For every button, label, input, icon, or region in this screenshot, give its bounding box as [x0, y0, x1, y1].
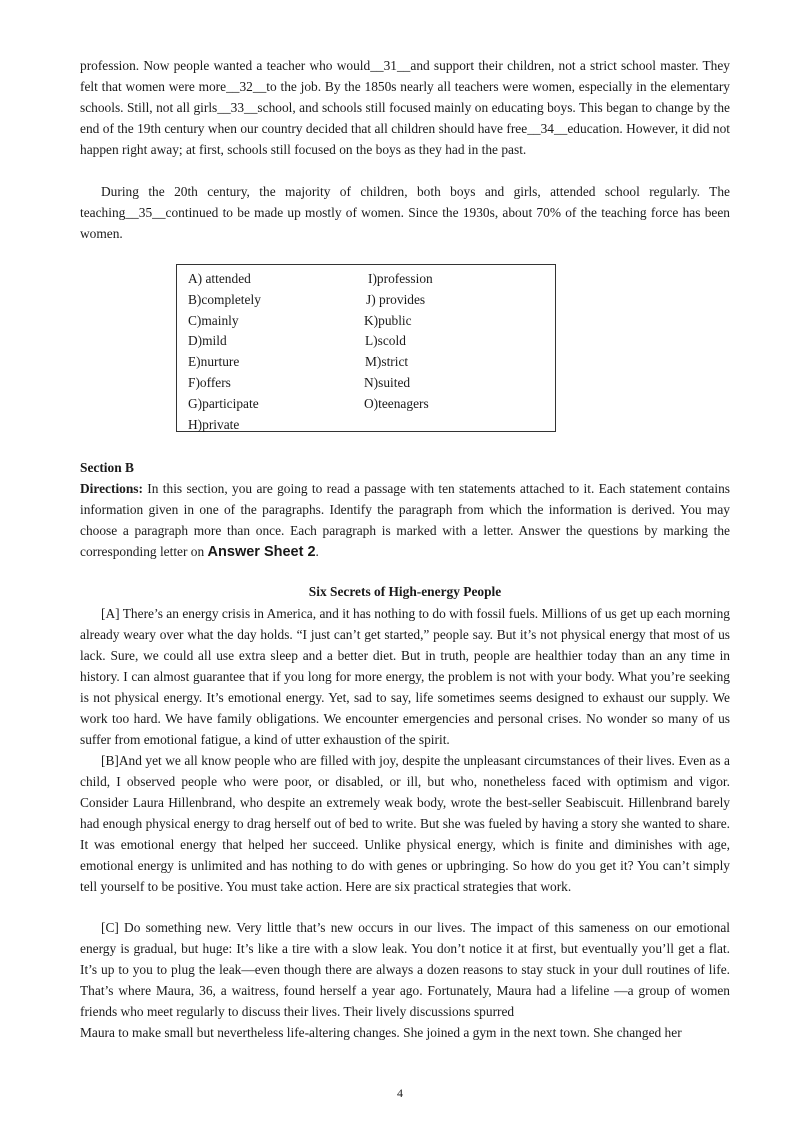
- paragraph-letter-a: [A]: [101, 606, 120, 621]
- passage-paragraph-2: During the 20th century, the majority of children, both boys and girls, attended school regularly. The teaching__35__continued to be made up mostly of women. Since the 1930s, about 70% of the teaching force has been women.: [80, 184, 730, 241]
- article-paragraph-b: [80, 750, 730, 897]
- word-option: D)mild: [188, 333, 227, 349]
- directions-paragraph: [80, 478, 730, 563]
- paragraph-c-text: Do something new. Very little that’s new occurs in our lives. The impact of this sameness on our emotional energy is gradual, but huge: It’s like a tire with a slow leak. You don’t notice it at first, but eventually you’ll get a flat. It’s up to you to plug the leak—even though there are always a dozen reasons to stay stuck in your dull routines of life. That’s where Maura, 36, a waitress, found herself a year ago. Fortunately, Maura had a lifeline —a group of women friends who meet regularly to discuss their lives. Their lively discussions spurred: [80, 920, 730, 1019]
- word-bank-right-column: [364, 269, 433, 415]
- directions-text: In this section, you are going to read a passage with ten statements attached to it. Each statement contains information given in one of the paragraphs. Identify the paragraph from which the information is derived. You may choose a paragraph more than once. Each paragraph is marked with a letter. Answer the questions by marking the corresponding letter on: [80, 481, 730, 559]
- article-title: Six Secrets of High-energy People: [308, 584, 502, 599]
- word-option: B)completely: [188, 291, 261, 307]
- word-option: A) attended: [188, 271, 251, 286]
- passage-paragraph-1: profession. Now people wanted a teacher who would__31__and support their children, not a strict school master. They felt that women were more__32__to the job. By the 1850s nearly all teachers were women, especially in the elementary schools. Still, not all girls__33__school, and schools still focused mainly on educating boys. This began to change by the end of the 19th century when our country decided that all children should have free__34__education. However, it did not happen right away; at first, schools still focused on the boys as they had in the past.: [80, 58, 730, 157]
- paragraph-b-text: And yet we all know people who are filled with joy, despite the unpleasant circumstances of their lives. Even as a child, I observed people who were poor, or disabled, or ill, but who, nonetheless faced with optimism and vigor. Consider Laura Hillenbrand, who despite an extremely weak body, wrote the best-seller Seabiscuit. Hillenbrand barely had enough physical energy to drag herself out of bed to write. But she was fueled by having a story she wanted to share. It was emotional energy that helped her succeed. Unlike physical energy, which is finite and diminishes with age, emotional energy is unlimited and has nothing to do with genes or upbringing. So how do you get it? You can’t simply tell yourself to be positive. You must take action. Here are six practical strategies that work.: [80, 753, 730, 894]
- word-option: O)teenagers: [364, 395, 429, 411]
- word-bank-box: [176, 264, 556, 432]
- paragraph-letter-b: [B]: [101, 753, 119, 768]
- paragraph-letter-c: [C]: [101, 920, 119, 935]
- word-option: E)nurture: [188, 354, 240, 370]
- paragraph-a-text: There’s an energy crisis in America, and it has nothing to do with fossil fuels. Millions of us get up each morning already weary over what the day holds. “I just can’t get started,” people say. But it’s not physical energy that most of us lack. Sure, we could all use extra sleep and a better diet. But in truth, people are healthier today than an any time in history. I can almost guarantee that if you long for more energy, the problem is not with your body. What you’re seeking is not physical energy. It’s emotional energy. Yet, sad to say, life sometimes seems designed to exhaust our supply. We work too hard. We have family obligations. We encounter emergencies and personal crises. No wonder so many of us suffer from emotional fatigue, a kind of utter exhaustion of the spirit.: [80, 606, 730, 747]
- word-option: H)private: [188, 416, 240, 432]
- word-option: N)suited: [364, 374, 411, 390]
- word-option: M)strict: [365, 354, 409, 370]
- word-option: I)profession: [368, 271, 433, 286]
- article-paragraph-c: [80, 917, 730, 1022]
- word-option: L)scold: [365, 333, 406, 349]
- article-paragraph-c-continued: Maura to make small but nevertheless life-altering changes. She joined a gym in the next town. She changed her: [80, 1025, 682, 1040]
- answer-sheet-label: Answer Sheet 2: [207, 544, 316, 560]
- directions-end: .: [315, 544, 319, 559]
- article-paragraph-a: [80, 603, 730, 750]
- page-number: 4: [397, 1086, 403, 1100]
- word-bank-left-column: [188, 269, 261, 435]
- word-option: K)public: [364, 312, 412, 328]
- directions-label: Directions:: [80, 481, 143, 496]
- word-option: G)participate: [188, 395, 259, 411]
- word-option: C)mainly: [188, 312, 239, 328]
- word-option: J) provides: [366, 291, 426, 307]
- section-heading: Section B: [80, 460, 134, 475]
- word-option: F)offers: [188, 374, 231, 390]
